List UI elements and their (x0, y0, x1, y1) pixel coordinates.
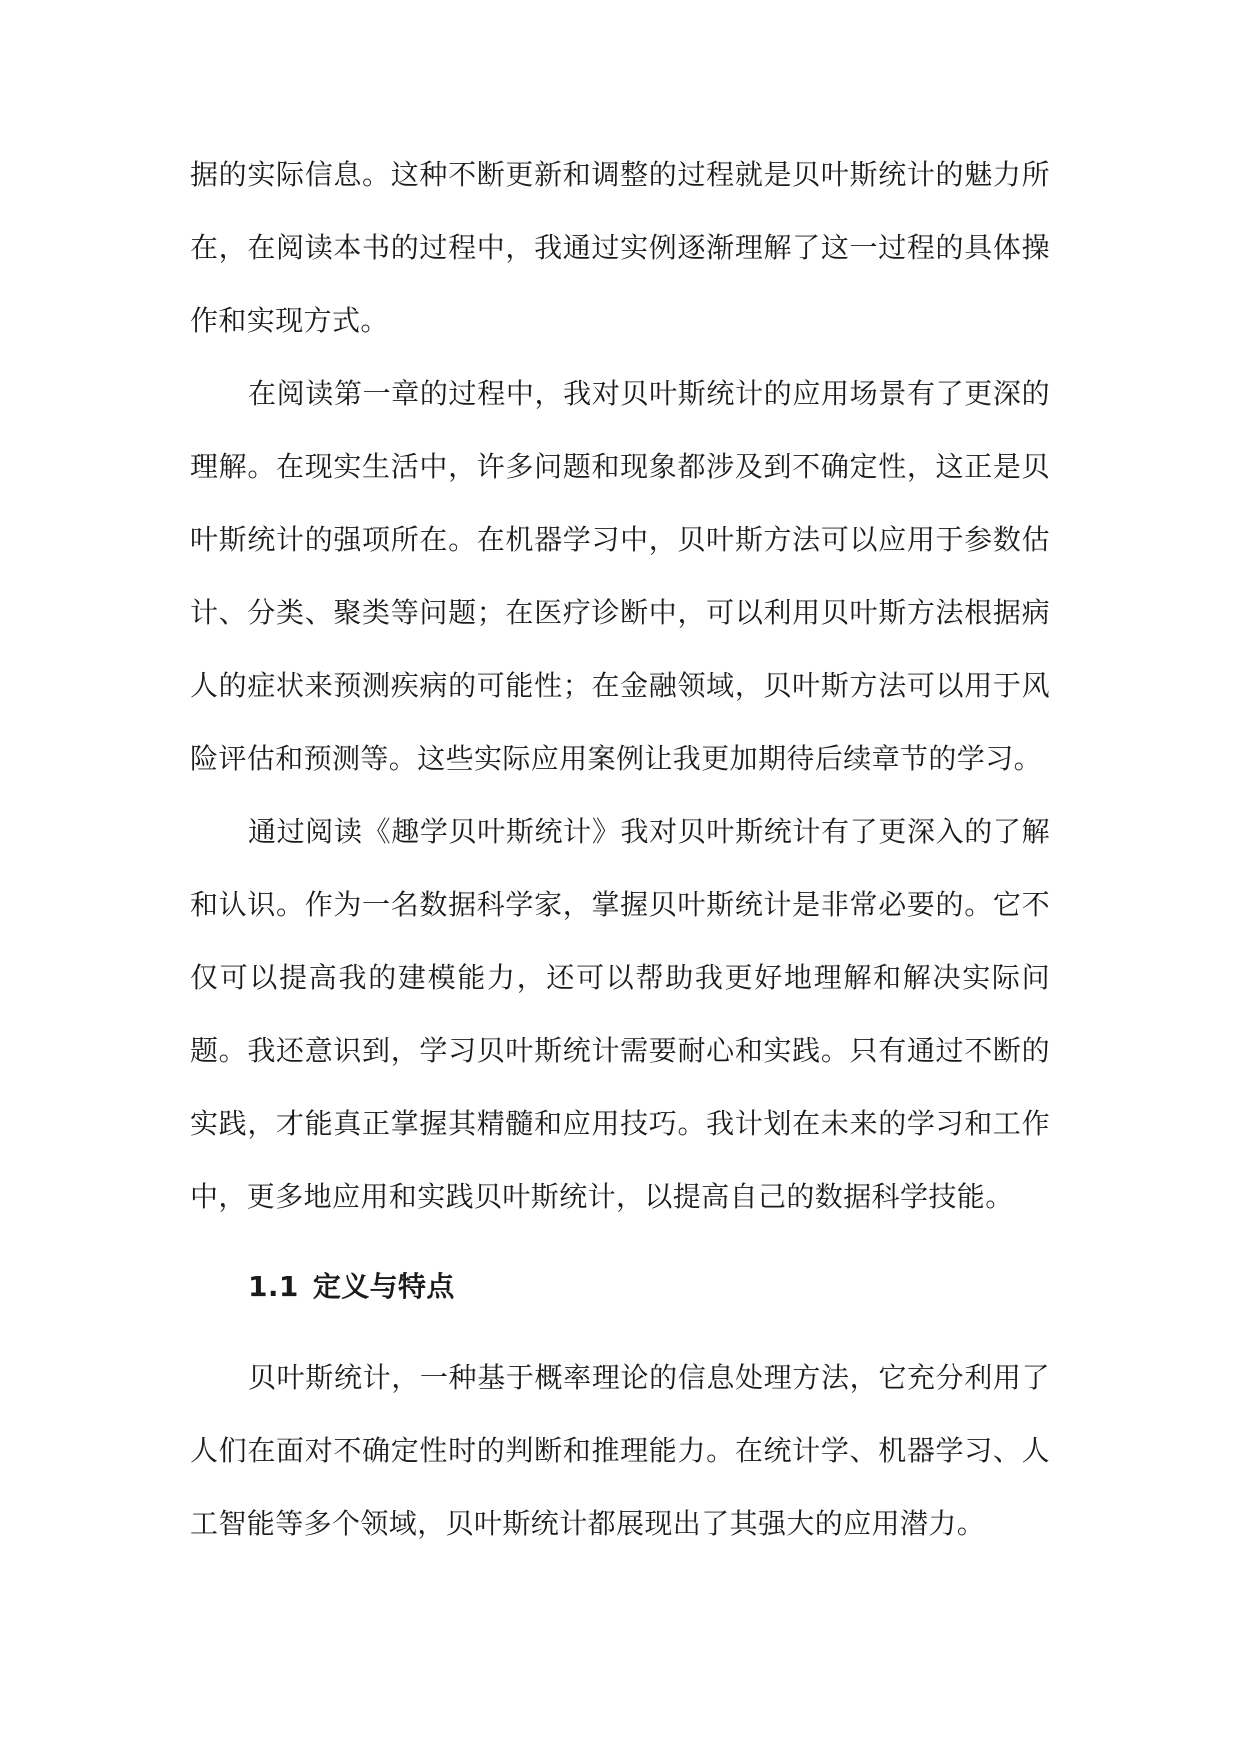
document-body (190, 138, 1050, 1560)
paragraph-reading-reflection: 通过阅读《趣学贝叶斯统计》我对贝叶斯统计有了更深入的了解和认识。作为一名数据科学家，掌握贝叶斯统计是非常必要的。它不仅可以提高我的建模能力，还可以帮助我更好地理解和解决实际问题。我还意识到，学习贝叶斯统计需要耐心和实践。只有通过不断的实践，才能真正掌握其精髓和应用技巧。我计划在未来的学习和工作中，更多地应用和实践贝叶斯统计，以提高自己的数据科学技能。 (190, 815, 1050, 1213)
paragraph-application-scenarios: 在阅读第一章的过程中，我对贝叶斯统计的应用场景有了更深的理解。在现实生活中，许多问题和现象都涉及到不确定性，这正是贝叶斯统计的强项所在。在机器学习中，贝叶斯方法可以应用于参数估计、分类、聚类等问题；在医疗诊断中，可以利用贝叶斯方法根据病人的症状来预测疾病的可能性；在金融领域，贝叶斯方法可以用于风险评估和预测等。这些实际应用案例让我更加期待后续章节的学习。 (190, 377, 1050, 775)
paragraph-continuation: 据的实际信息。这种不断更新和调整的过程就是贝叶斯统计的魅力所在，在阅读本书的过程中，我通过实例逐渐理解了这一过程的具体操作和实现方式。 (190, 158, 1050, 337)
section-heading (190, 1233, 1050, 1341)
paragraph-definition: 贝叶斯统计，一种基于概率理论的信息处理方法，它充分利用了人们在面对不确定性时的判断和推理能力。在统计学、机器学习、人工智能等多个领域，贝叶斯统计都展现出了其强大的应用潜力。 (190, 1361, 1050, 1540)
section-title: 定义与特点 (312, 1270, 455, 1303)
section-number: 1.1 (248, 1270, 299, 1303)
